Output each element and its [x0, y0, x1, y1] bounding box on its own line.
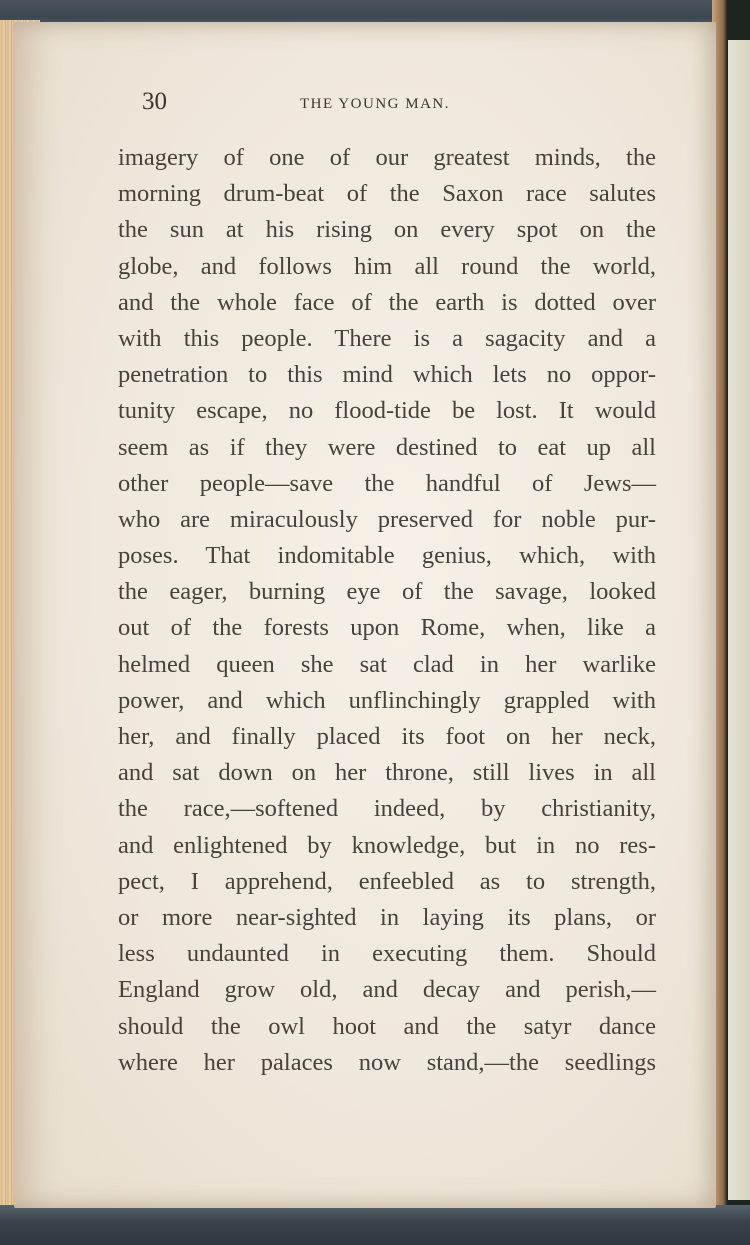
page-number: 30 [142, 88, 167, 115]
text-line: who are miraculously preserved for noble pur- [118, 505, 656, 533]
text-line: globe, and follows him all round the world, [118, 252, 656, 280]
adjacent-page-edge [728, 40, 750, 1200]
page-header [142, 88, 652, 128]
text-line: and sat down on her throne, still lives in all [118, 759, 656, 787]
text-line: England grow old, and decay and perish,— [118, 976, 656, 1004]
text-line: power, and which unflinchingly grappled with [118, 686, 656, 714]
body-text [118, 140, 656, 1081]
text-line: with this people. There is a sagacity and a [118, 324, 656, 352]
text-line: the eager, burning eye of the savage, looked [118, 578, 656, 606]
text-line: her, and finally placed its foot on her neck, [118, 723, 656, 750]
text-line: or more near-sighted in laying its plans, or [118, 903, 656, 931]
running-head: THE YOUNG MAN. [300, 96, 451, 112]
text-line: poses. That indomitable genius, which, with [118, 542, 656, 570]
text-line: seem as if they were destined to eat up all [118, 433, 656, 461]
book-binding-bottom [0, 1205, 750, 1245]
text-line: imagery of one of our greatest minds, the [118, 144, 656, 171]
text-line: pect, I apprehend, enfeebled as to strength, [118, 867, 656, 895]
text-line: should the owl hoot and the satyr dance [118, 1012, 656, 1040]
text-line: tunity escape, no flood-tide be lost. It would [118, 397, 656, 425]
text-line: morning drum-beat of the Saxon race salutes [118, 180, 656, 208]
text-line: other people—save the handful of Jews— [118, 469, 656, 497]
text-line: the sun at his rising on every spot on the [118, 216, 656, 244]
text-line: and the whole face of the earth is dotted over [118, 288, 656, 316]
text-line: out of the forests upon Rome, when, like a [118, 614, 656, 642]
text-line: helmed queen she sat clad in her warlike [118, 650, 656, 678]
text-line: penetration to this mind which lets no oppor- [118, 361, 656, 389]
text-line: and enlightened by knowledge, but in no res- [118, 831, 656, 859]
text-line: less undaunted in executing them. Should [118, 940, 656, 968]
text-line: where her palaces now stand,—the seedlings [118, 1048, 656, 1076]
text-line: the race,—softened indeed, by christianity, [118, 795, 656, 823]
